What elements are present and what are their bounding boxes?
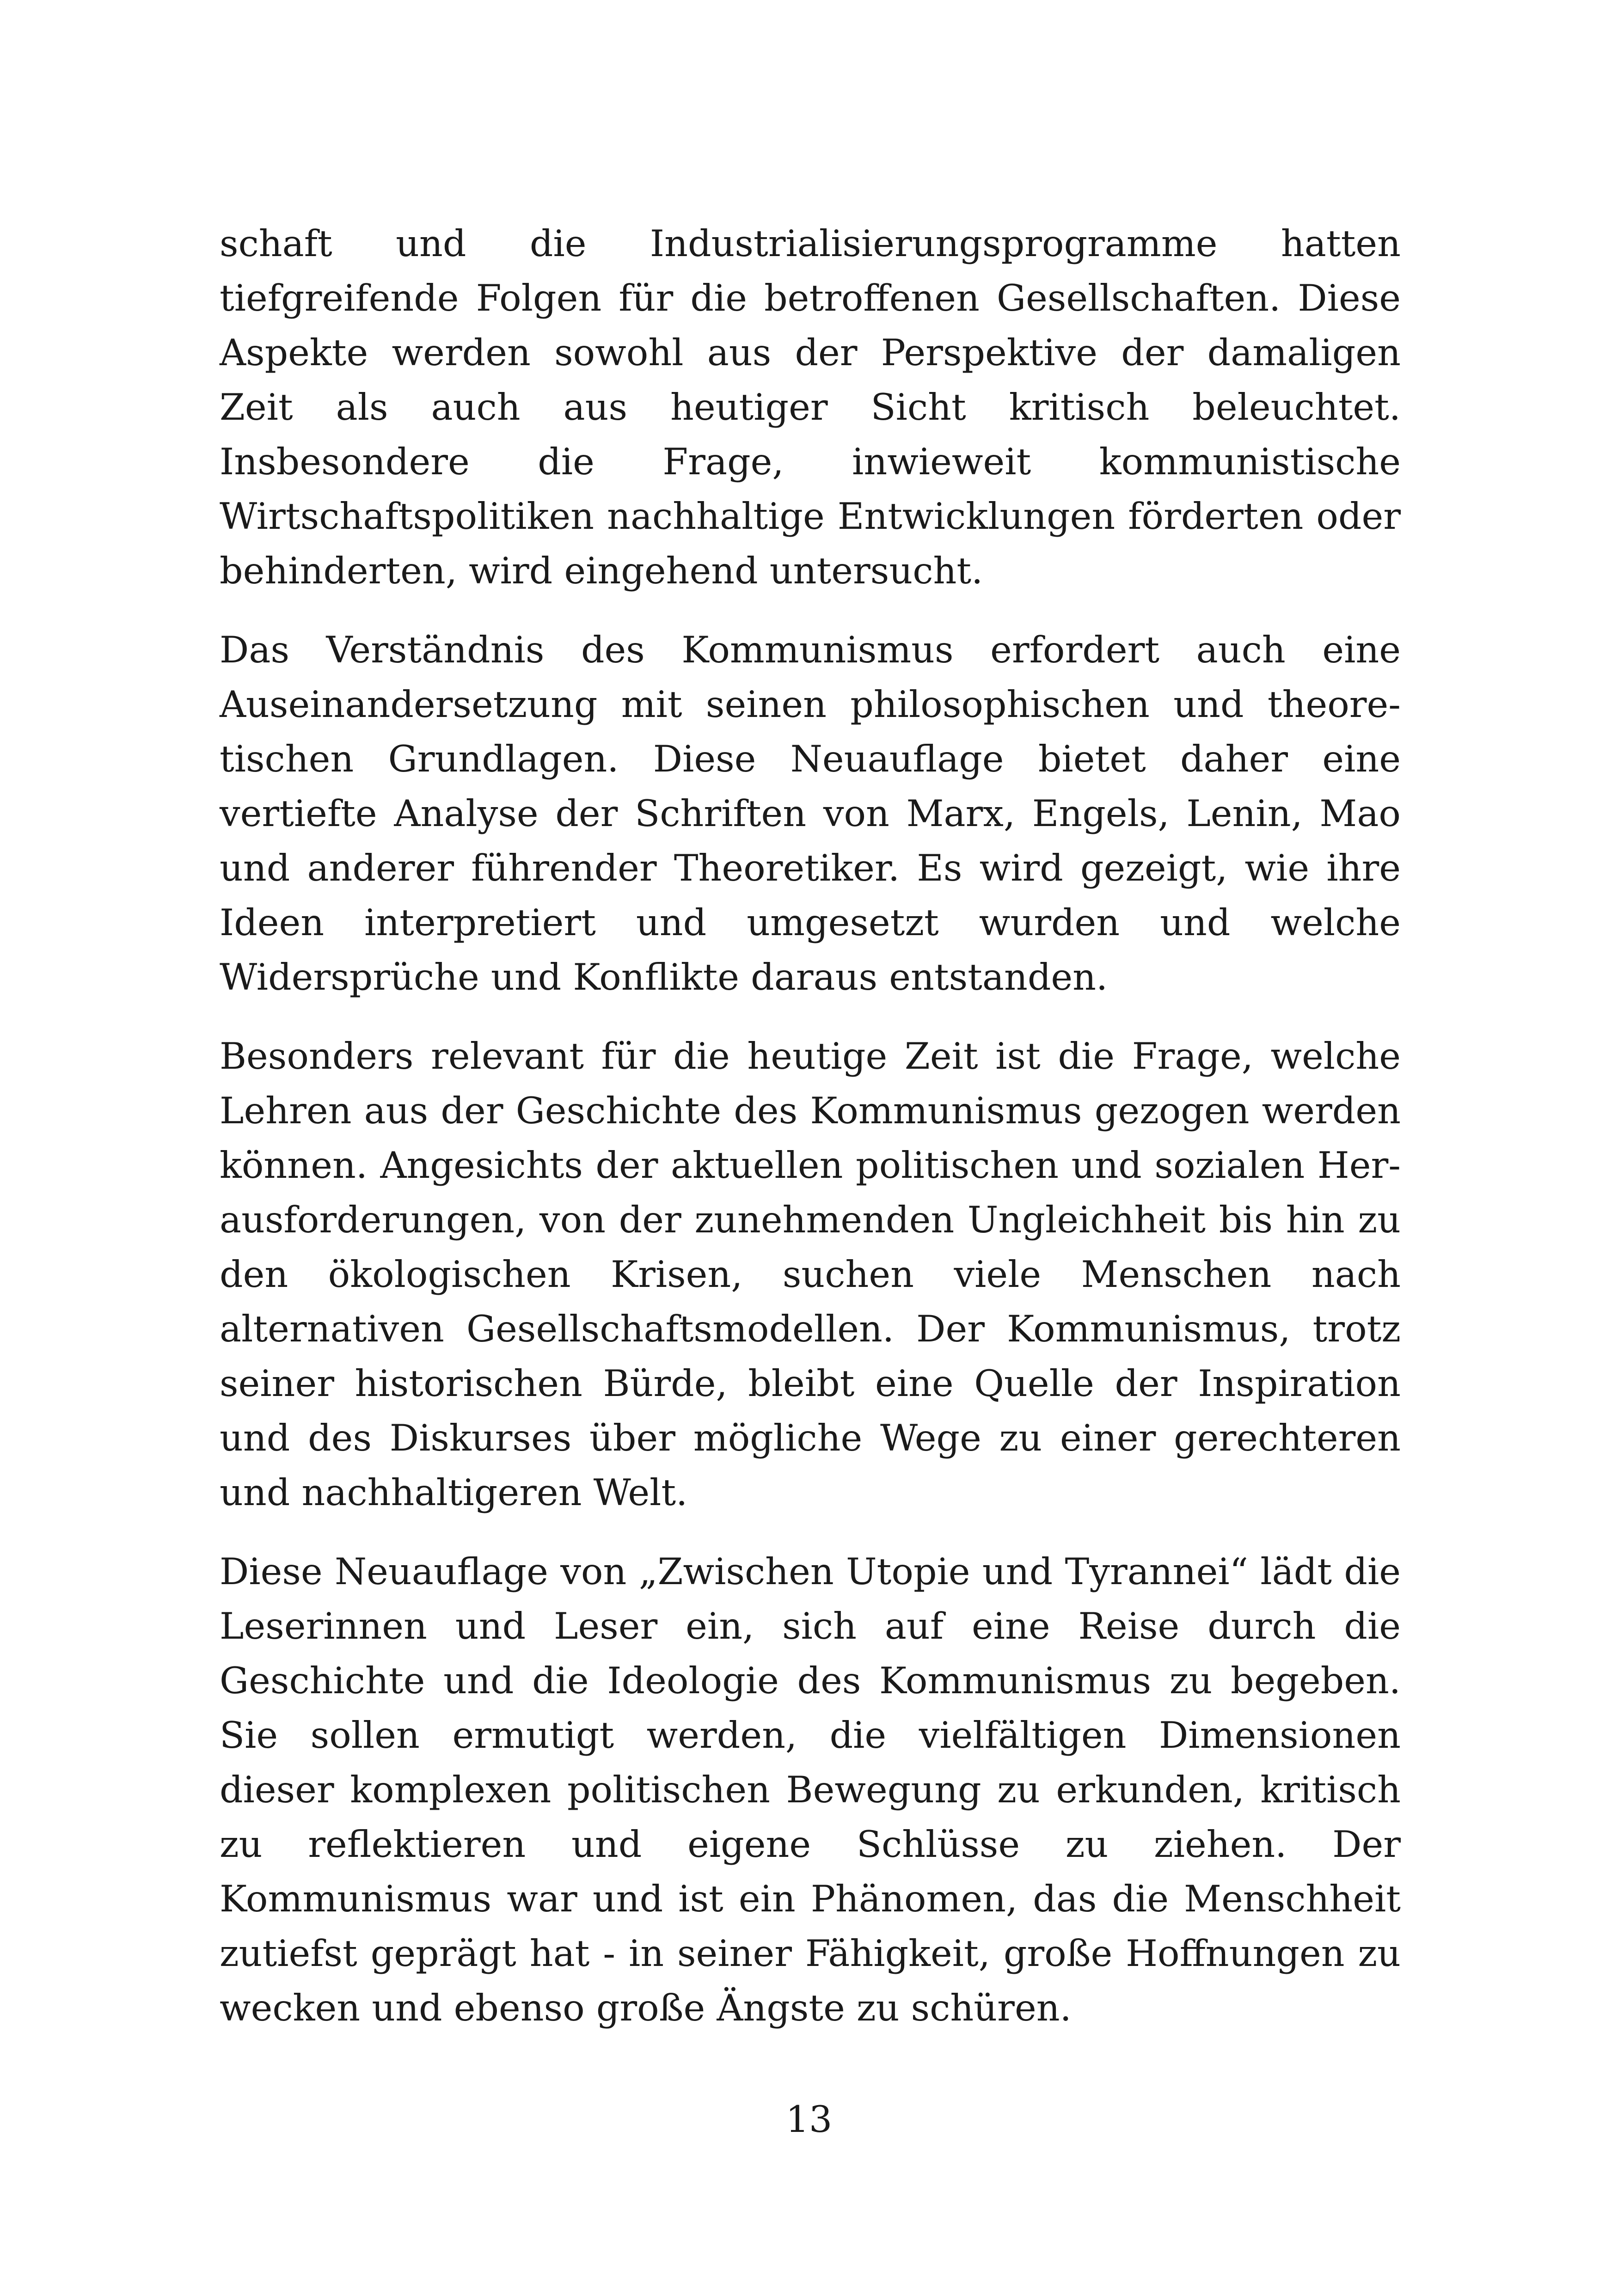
page-number: 13 [785, 2098, 833, 2141]
body-text [220, 216, 1401, 2060]
paragraph-3: Besonders relevant für die heutige Zeit ist die Frage, welche Lehren aus der Geschichte des Kommunismus gezogen werden können. Angesichts der aktuellen politischen und sozialen Herausforderungen, von der zunehmenden Ungleichheit bis hin zu den ökologischen Krisen, suchen viele Menschen nach alternativen Gesellschaftsmodellen. Der Kommunismus, trotz seiner historischen Bürde, bleibt eine Quelle der Inspiration und des Diskurses über mögliche Wege zu einer gerechteren und nachhaltigeren Welt. [220, 1035, 1401, 1514]
paragraph-1: schaft und die Industrialisierungsprogramme hatten tiefgreifende Folgen für die betroffenen Gesellschaften. Diese Aspekte werden sowohl aus der Perspektive der damaligen Zeit als auch aus heutiger Sicht kritisch beleuchtet. Insbesondere die Frage, inwieweit kommunistische Wirtschaftspolitiken nachhaltige Entwicklungen förderten oder behinderten, wird eingehend untersucht. [220, 222, 1401, 592]
paragraph-4: Diese Neuauflage von „Zwischen Utopie und Tyrannei“ lädt die Leserinnen und Leser ein, sich auf eine Reise durch die Geschichte und die Ideologie des Kommunismus zu begeben. Sie sollen ermutigt werden, die vielfältigen Dimensionen dieser komplexen politischen Bewegung zu erkunden, kritisch zu reflektieren und eigene Schlüsse zu ziehen. Der Kommunismus war und ist ein Phänomen, das die Menschheit zutiefst geprägt hat - in seiner Fähigkeit, große Hoffnungen zu wecken und ebenso große Ängste zu schüren. [220, 1550, 1401, 2029]
paragraph-2: Das Verständnis des Kommunismus erfordert auch eine Auseinandersetzung mit seinen philosophischen und theoretischen Grundlagen. Diese Neuauflage bietet daher eine vertiefte Analyse der Schriften von Marx, Engels, Lenin, Mao und anderer führender Theoretiker. Es wird gezeigt, wie ihre Ideen interpretiert und umgesetzt wurden und welche Widersprüche und Konflikte daraus entstanden. [220, 629, 1401, 998]
